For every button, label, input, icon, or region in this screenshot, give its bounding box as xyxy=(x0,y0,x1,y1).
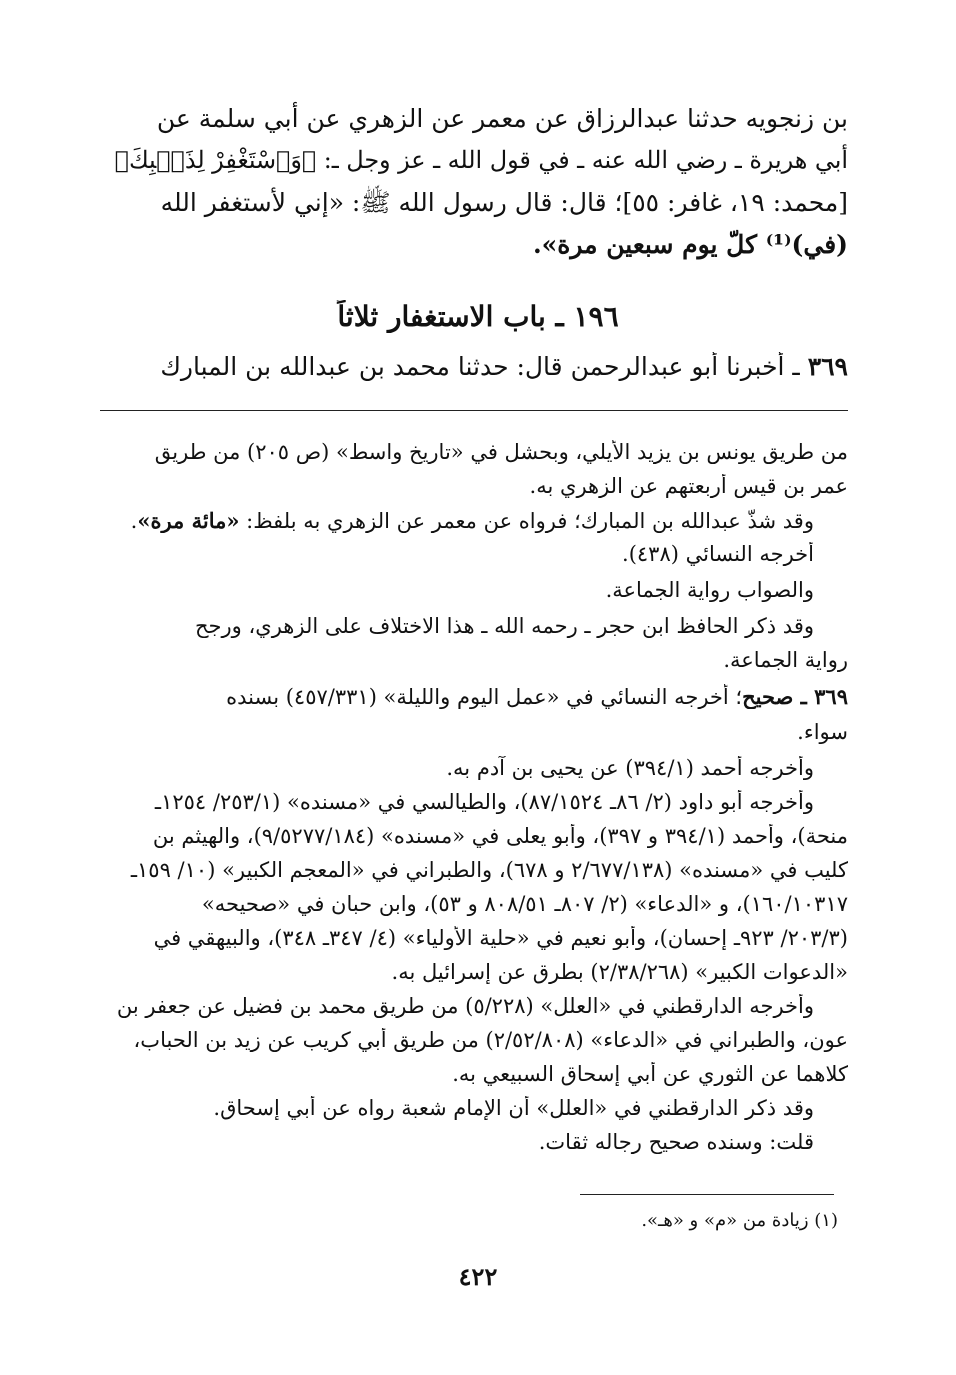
commentary-line-19: كلاهما عن الثوري عن أبي إسحاق السبيعي به. xyxy=(452,1062,848,1086)
footnote-separator-rule xyxy=(580,1194,834,1195)
hadith-number: ٣٦٩ xyxy=(807,352,848,381)
hadith-text: ـ أخبرنا أبو عبدالرحمن قال: حدثنا محمد بن عبدالله بن المبارك xyxy=(160,352,800,381)
commentary-line-15: (٢٠٣/٣/ ٩٢٣ـ إحسان)، وأبو نعيم في «حلية الأولياء» (٤/ ٣٤٧ـ ٣٤٨)، والبيهقي في xyxy=(153,926,848,950)
commentary-line-17: وأخرجه الدارقطني في «العلل» (٥/٢٢٨) من طريق محمد بن فضيل عن جعفر بن xyxy=(116,994,814,1018)
commentary-line-7: رواية الجماعة. xyxy=(723,648,848,672)
main-text-line-2: أبي هريرة ـ رضي الله عنه ـ في قول الله ـ عز وجل ـ: ﴿وَٱسْتَغْفِرْ لِذَنۢبِكَ﴾ xyxy=(114,146,848,174)
main-text-line-4: (في)⁽¹⁾ كلّ يوم سبعين مرة». xyxy=(532,230,848,259)
commentary-line-1: من طريق يونس بن يزيد الأيلي، وبحشل في «تاريخ واسط» (ص ٢٠٥) من طريق xyxy=(154,440,848,464)
commentary-line-21: قلت: وسنده صحيح رجاله ثقات. xyxy=(538,1130,814,1154)
commentary-line-8: ٣٦٩ ـ صحيح؛ أخرجه النسائي في «عمل اليوم والليلة» (٤٥٧/٣٣١) بسنده xyxy=(226,684,848,709)
section-title: ١٩٦ ـ باب الاستغفار ثلاثاً xyxy=(337,300,619,333)
page-number: ٤٢٢ xyxy=(458,1262,498,1291)
commentary-line-5: والصواب رواية الجماعة. xyxy=(605,578,814,602)
main-text-line-3: [محمد: ١٩، غافر: ٥٥]؛ قال: قال رسول الله ﷺ: «إني لأستغفر الله xyxy=(160,188,848,217)
hadith-line xyxy=(100,352,848,381)
commentary-line-13: كليب في «مسنده» (٢/٦٧٧/١٣٨ و ٦٧٨)، والطبراني في «المعجم الكبير» (١٠/ ١٥٩ـ xyxy=(130,858,848,882)
commentary-line-10: وأخرجه أحمد (٣٩٤/١) عن يحيى بن آدم به. xyxy=(446,756,814,780)
commentary-line-9: سواء. xyxy=(797,720,848,744)
commentary-line-3: وقد شذّ عبدالله بن المبارك؛ فرواه عن معمر عن الزهري به بلفظ: «مائة مرة». xyxy=(130,508,814,533)
main-separator-rule xyxy=(100,410,848,411)
commentary-line-12: منحة)، وأحمد (٣٩٤/١ و ٣٩٧)، وأبو يعلى في «مسنده» (٩/٥٢٧٧/١٨٤)، والهيثم بن xyxy=(152,824,848,848)
commentary-line-14: ١٦٠/١٠٣١٧)، و «الدعاء» (٢/ ٨٠٧ـ ٨٠٨/٥١ و ٥٣)، وابن حبان في «صحيحه» xyxy=(201,892,848,916)
commentary-line-11: وأخرجه أبو داود (٢/ ٨٦ـ ٨٧/١٥٢٤)، والطيالسي في «مسنده» (٢٥٣/١/ ١٢٥٤ـ xyxy=(154,790,814,814)
commentary-line-20: وقد ذكر الدارقطني في «العلل» أن الإمام شعبة رواه عن أبي إسحاق. xyxy=(213,1096,814,1120)
commentary-line-16: «الدعوات الكبير» (٢/٣٨/٢٦٨) بطرق عن إسرائيل به. xyxy=(391,960,848,984)
commentary-line-18: عون، والطبراني في «الدعاء» (٢/٥٢/٨٠٨) من طريق أبي كريب عن زيد بن الحباب، xyxy=(133,1028,848,1052)
commentary-line-2: عمر بن قيس أربعتهم عن الزهري به. xyxy=(529,474,848,498)
footnote: (١) زيادة من «م» و «هـ». xyxy=(641,1210,838,1231)
main-text-line-1: بن زنجويه حدثنا عبدالرزاق عن معمر عن الزهري عن أبي سلمة عن xyxy=(156,104,848,133)
commentary-line-6: وقد ذكر الحافظ ابن حجر ـ رحمه الله ـ هذا الاختلاف على الزهري، ورجح xyxy=(195,614,814,638)
commentary-line-4: أخرجه النسائي (٤٣٨). xyxy=(622,542,814,566)
